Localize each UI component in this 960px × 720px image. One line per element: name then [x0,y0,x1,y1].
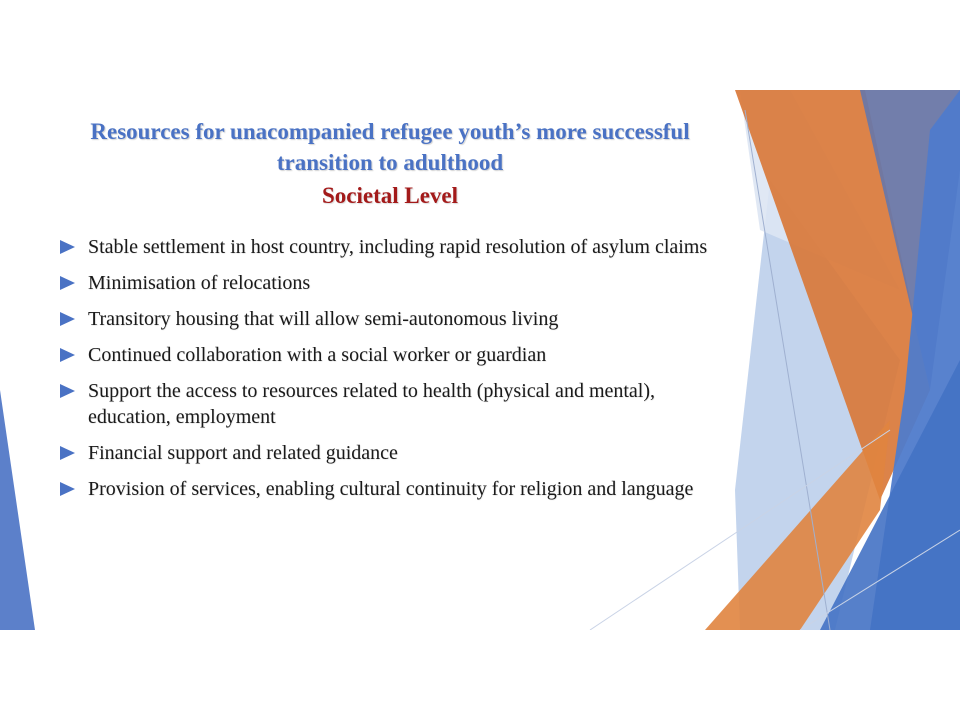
bullet-item [60,234,730,260]
bullet-text: Minimisation of relocations [88,272,311,294]
bullet-item [60,476,730,502]
bullet-list [60,234,730,512]
triangle-arrow-icon [60,482,75,496]
slide [0,90,960,630]
triangle-arrow-icon [60,384,75,398]
triangle-arrow-icon [60,348,75,362]
bullet-item [60,342,730,368]
bullet-item [60,440,730,466]
triangle-arrow-icon [60,240,75,254]
bullet-text: Provision of services, enabling cultural continuity for religion and language [88,478,694,500]
slide-subtitle: Societal Level [321,183,459,208]
bullet-text: Support the access to resources related to health (physical and mental), education, employment [88,380,656,428]
bullet-item [60,306,730,332]
triangle-arrow-icon [60,276,75,290]
left-blue-sliver [0,390,35,630]
bullet-text: Continued collaboration with a social worker or guardian [88,344,547,366]
bullet-item [60,378,730,430]
bullet-text: Transitory housing that will allow semi-autonomous living [88,308,559,330]
bullet-text: Financial support and related guidance [88,442,398,464]
bullet-text: Stable settlement in host country, including rapid resolution of asylum claims [88,236,708,258]
bullet-item [60,270,730,296]
slide-title: Resources for unacompanied refugee youth’s more successful transition to adulthood [90,119,690,175]
triangle-arrow-icon [60,446,75,460]
triangle-arrow-icon [60,312,75,326]
